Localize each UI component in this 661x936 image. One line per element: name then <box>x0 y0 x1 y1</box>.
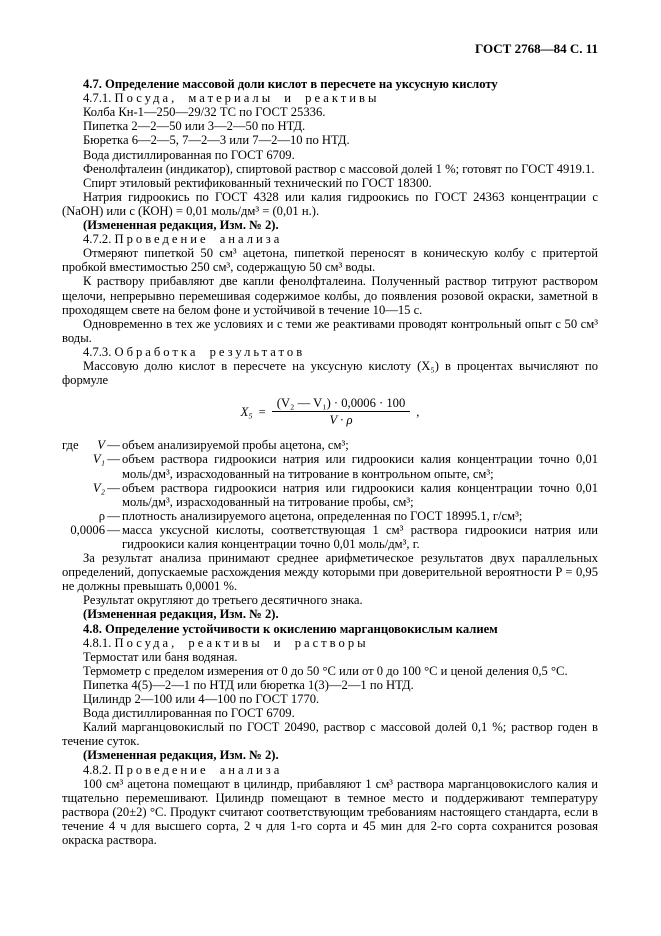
definition-text: объем раствора гидроокиси натрия или гидроокиси калия концентрации точно 0,01 моль/дм³, израсходованный на титрование пробы, см³; <box>122 480 598 509</box>
amendment-note: (Измененная редакция, Изм. № 2). <box>83 607 279 622</box>
paragraph: Цилиндр 2—100 или 4—100 по ГОСТ 1770. <box>83 692 320 707</box>
definition-term: V <box>97 438 105 453</box>
definition-text: плотность анализируемого ацетона, определенная по ГОСТ 18995.1, г/см³; <box>122 508 523 523</box>
definition-term: 0,0006 <box>70 522 105 537</box>
paragraph: Отмеряют пипеткой 50 см³ ацетона, пипеткой переносят в коническую колбу с притертой пробкой вместимостью 250 см³, содержащую 50 см³ воды. <box>62 246 598 275</box>
definition-text: объем анализируемой пробы ацетона, см³; <box>122 438 349 453</box>
page-header: ГОСТ 2768—84 С. 11 <box>475 41 598 56</box>
subsection-heading-4-8-1 <box>62 636 598 650</box>
paragraph: Пипетка 2—2—50 или 3—2—50 по НТД. <box>83 119 306 134</box>
amendment-note: (Измененная редакция, Изм. № 2). <box>83 218 279 233</box>
subsection-title: Проведение анализа <box>114 232 283 247</box>
definition-text: масса уксусной кислоты, соответствующая 1 см³ раствора гидроокиси натрия или гидроокиси калия концентрации точно 0,01 моль/дм³, г. <box>122 522 598 551</box>
definition-prefix: где <box>62 438 79 453</box>
paragraph: Калий марганцовокислый по ГОСТ 20490, раствор с массовой долей 0,1 %; раствор годен в течение суток. <box>62 720 598 749</box>
paragraph: Массовую долю кислот в пересчете на уксусную кислоту (X₅) в процентах вычисляют по формуле <box>62 358 598 388</box>
definition-term: V₂ <box>92 480 105 495</box>
definition-dash: — <box>107 508 120 523</box>
subsection-number: 4.7.3. <box>83 344 112 359</box>
subsection-heading-4-7-3 <box>62 345 598 359</box>
definition-row <box>62 438 598 452</box>
definition-row <box>62 509 598 523</box>
section-heading-4-8: 4.8. Определение устойчивости к окислению марганцовокислым калием <box>83 621 498 636</box>
subsection-title: Посуда, реактивы и растворы <box>114 635 369 650</box>
formula-x5 <box>62 396 598 427</box>
subsection-title: Проведение анализа <box>114 762 283 777</box>
subsection-title: Посуда, материалы и реактивы <box>114 91 380 106</box>
paragraph: Результат округляют до третьего десятичного знака. <box>83 593 363 608</box>
subsection-number: 4.8.1. <box>83 635 112 650</box>
paragraph: Спирт этиловый ректификованный технический по ГОСТ 18300. <box>83 175 432 190</box>
paragraph: Фенолфталеин (индикатор), спиртовой раствор с массовой долей 1 %; готовят по ГОСТ 4919.1. <box>83 161 595 176</box>
subsection-number: 4.7.2. <box>83 232 112 247</box>
paragraph: Пипетка 4(5)—2—1 по НТД или бюретка 1(3)—2—1 по НТД. <box>83 677 414 692</box>
formula-comma: , <box>416 404 420 419</box>
formula-equals: = <box>258 404 266 419</box>
subsection-heading-4-8-2 <box>62 763 598 777</box>
paragraph: Колба Кн-1—250—29/32 ТС по ГОСТ 25336. <box>83 105 326 120</box>
definition-text: объем раствора гидроокиси натрия или гидроокиси калия концентрации точно 0,01 моль/дм³, израсходованный на титрование в контрольном опыте, см³; <box>122 452 598 481</box>
paragraph: 100 см³ ацетона помещают в цилиндр, прибавляют 1 см³ раствора марганцовокислого калия и тщательно перемешивают. Цилиндр помещают в темное место и поддерживают температуру раствора (20±2) °С. Продукт считают соответствующим требованиям настоящего стандарта, если в течение 4 ч для высшего сорта, 2 ч для 1-го сорта и 45 мин для 2-го сорта сохранится розовая окраска раствора. <box>62 776 598 847</box>
formula-numerator: (V₂ — V₁) · 0,0006 · 100 <box>272 396 411 412</box>
subsection-heading-4-7-2 <box>62 232 598 246</box>
formula-denominator: V · ρ <box>329 413 353 428</box>
definition-term: V₁ <box>92 452 105 467</box>
subsection-heading-4-7-1 <box>62 91 598 105</box>
definition-dash: — <box>107 522 120 537</box>
section-heading-4-7: 4.7. Определение массовой доли кислот в пересчете на уксусную кислоту <box>83 77 498 92</box>
formula-lhs: X₅ <box>240 404 253 419</box>
amendment-note: (Измененная редакция, Изм. № 2). <box>83 748 279 763</box>
subsection-number: 4.8.2. <box>83 762 112 777</box>
formula-fraction <box>272 396 411 427</box>
definition-row <box>62 481 598 509</box>
paragraph: Вода дистиллированная по ГОСТ 6709. <box>83 706 295 721</box>
definition-dash: — <box>107 480 120 495</box>
paragraph: За результат анализа принимают среднее арифметическое результатов двух параллельных определений, допускаемые расхождения между которыми при доверительной вероятности P = 0,95 не должны превышать 0,0001 %. <box>62 551 598 594</box>
paragraph: Натрия гидроокись по ГОСТ 4328 или калия гидроокись по ГОСТ 24363 концентрации с (NaOH) или с (КОН) = 0,01 моль/дм³ = (0,01 н.). <box>62 189 598 218</box>
paragraph: Одновременно в тех же условиях и с теми же реактивами проводят контрольный опыт с 50 см³ воды. <box>62 316 598 345</box>
paragraph: Вода дистиллированная по ГОСТ 6709. <box>83 147 295 162</box>
paragraph: Термостат или баня водяная. <box>83 649 238 664</box>
definition-dash: — <box>107 438 120 453</box>
definition-dash: — <box>107 452 120 467</box>
paragraph: Бюретка 6—2—5, 7—2—3 или 7—2—10 по НТД. <box>83 133 350 148</box>
definition-term: ρ <box>98 508 105 523</box>
paragraph: Термометр с пределом измерения от 0 до 50 °С или от 0 до 100 °С и ценой деления 0,5 °С. <box>83 663 568 678</box>
definition-row <box>62 523 598 551</box>
subsection-title: Обработка результатов <box>114 344 306 359</box>
paragraph: К раствору прибавляют две капли фенолфталеина. Полученный раствор титруют раствором щелочи, непрерывно перемешивая содержимое колбы, до появления розовой окраски, заметной в проходящем свете на белом фоне и устойчивой в течение 10—15 с. <box>62 274 598 317</box>
definition-row <box>62 452 598 480</box>
subsection-number: 4.7.1. <box>83 91 112 106</box>
